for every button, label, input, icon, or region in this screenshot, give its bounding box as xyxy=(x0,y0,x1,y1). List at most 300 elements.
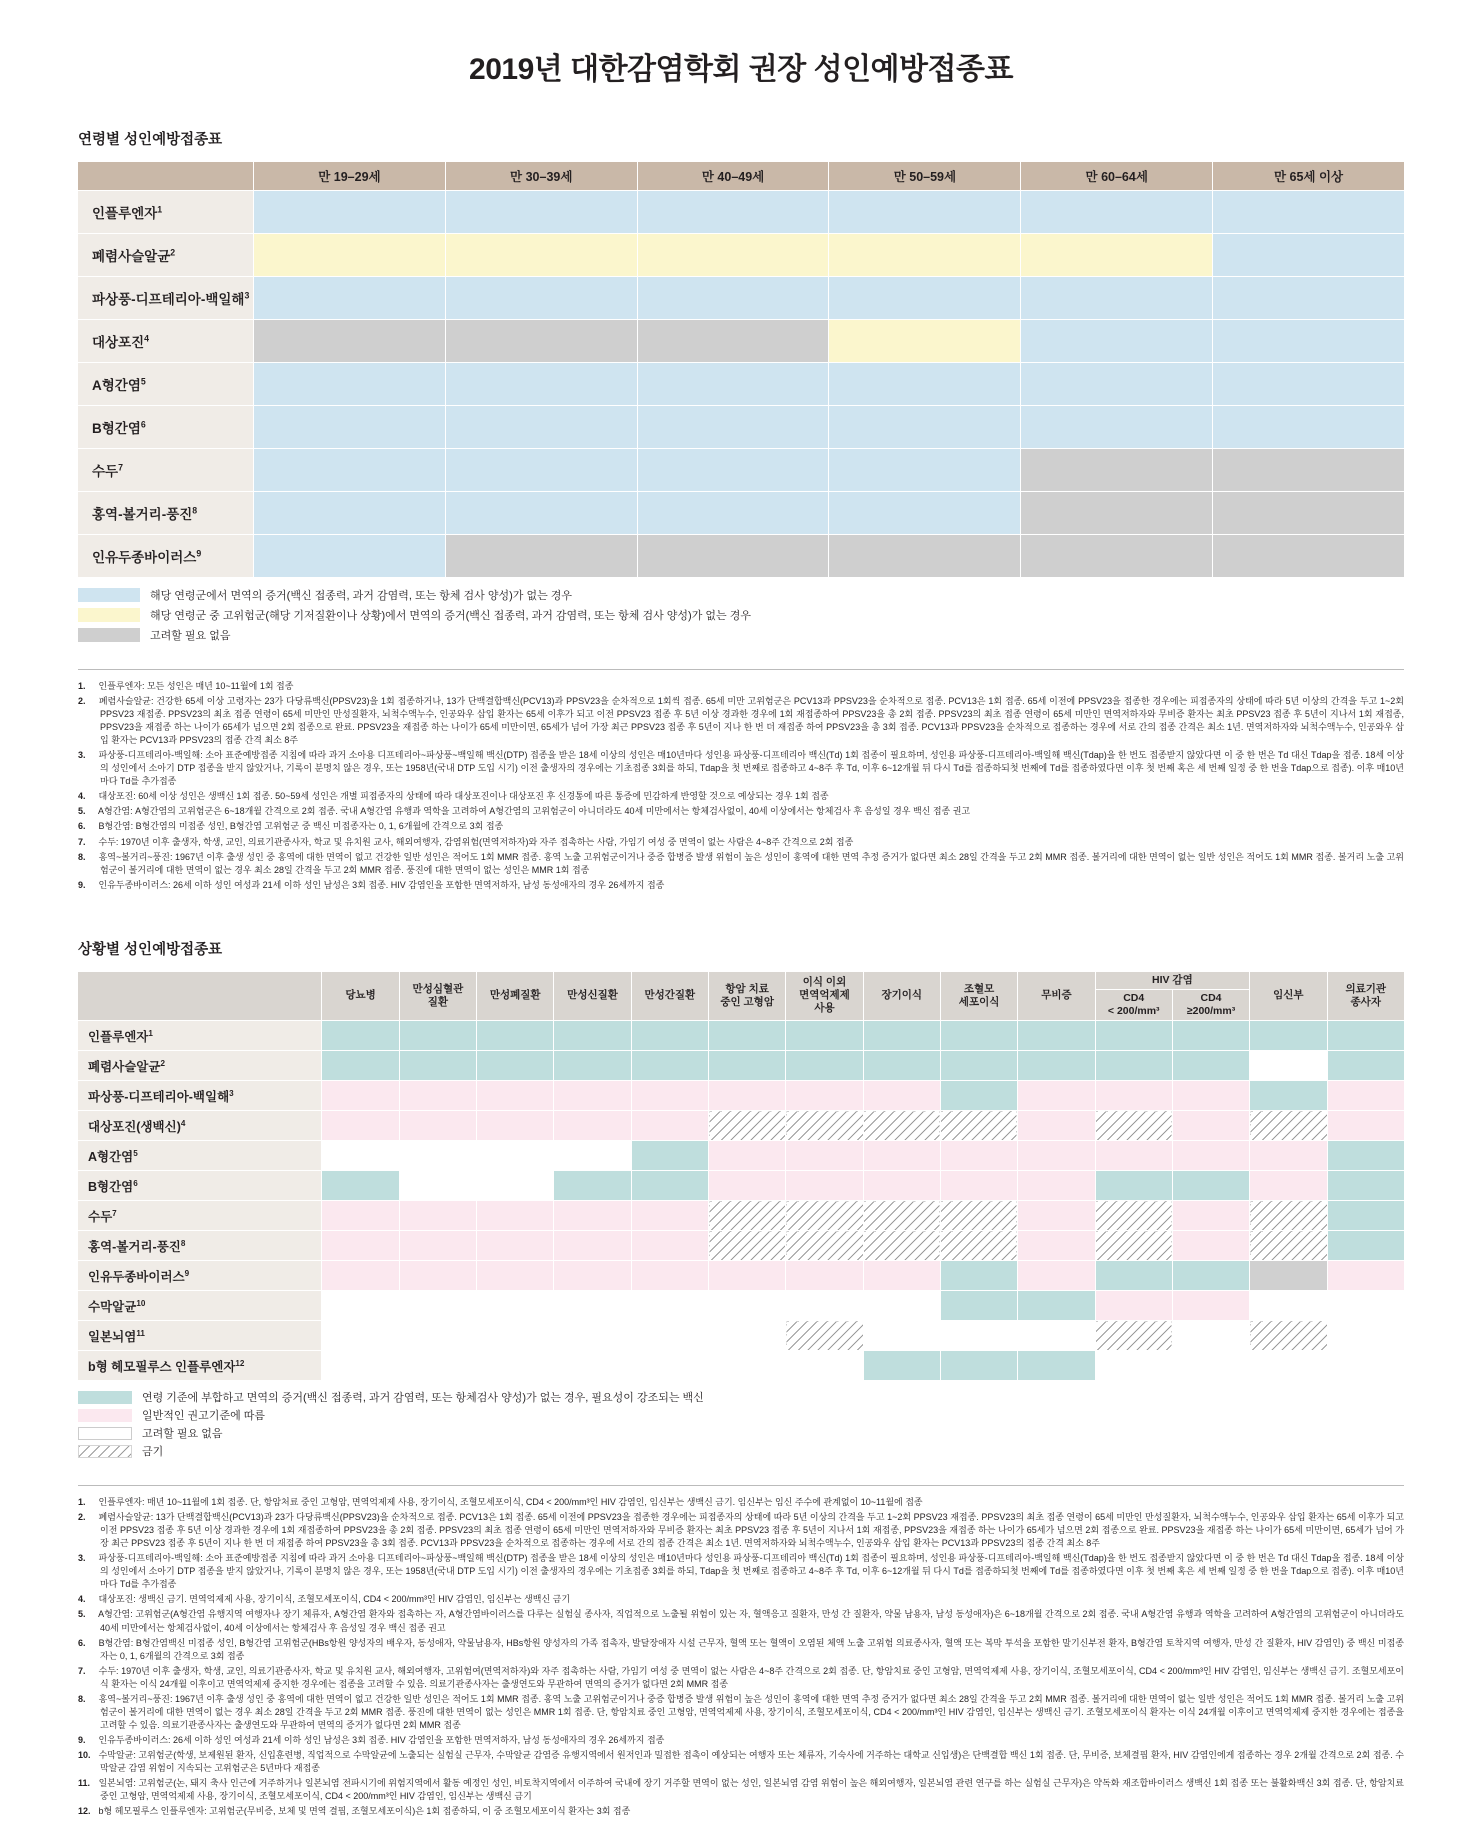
cell-r3-c3 xyxy=(829,320,1021,363)
cell-r6-c1 xyxy=(399,1201,476,1231)
cell-r4-c9 xyxy=(1018,1141,1095,1171)
cell-r10-c0 xyxy=(322,1321,399,1351)
section-heading-situation: 상황별 성인예방접종표 xyxy=(78,941,223,958)
cell-r1-c3 xyxy=(829,234,1021,277)
page-root xyxy=(0,44,1482,1840)
cell-r2-c2 xyxy=(477,1081,554,1111)
table-row xyxy=(78,1291,1405,1321)
col-header-liver: 만성간질환 xyxy=(631,971,708,1020)
cell-r9-c5 xyxy=(709,1291,786,1321)
cell-r8-c13 xyxy=(1327,1261,1405,1291)
situation-table-footnotes xyxy=(78,1485,1404,1818)
cell-r5-c3 xyxy=(554,1171,631,1201)
cell-r4-c4 xyxy=(1021,363,1213,406)
situation-note-8: 9. 인유두종바이러스: 26세 이하 성인 여성과 21세 이하 성인 남성은 3회 접종. HIV 감염인을 포함한 면역저하자, 남성 동성애자의 경우 26세까지 접종 xyxy=(78,1734,665,1745)
cell-r0-c5 xyxy=(709,1021,786,1051)
cell-r8-c2 xyxy=(477,1261,554,1291)
cell-r2-c12 xyxy=(1250,1081,1327,1111)
cell-r1-c0 xyxy=(322,1051,399,1081)
cell-r0-c11 xyxy=(1172,1021,1249,1051)
cell-r5-c4 xyxy=(631,1171,708,1201)
situation-note-6: 7. 수두: 1970년 이후 출생자, 학생, 교인, 의료기관종사자, 학교 및 유치원 교사, 해외여행자, 고위험여(면역저하자)와 자주 접촉하는 사람, 가임기 여성 중 면역이 없는 사람은 4~8주 간격으로 2회 접종. 단, 항암치료 중인 고형암, 면역억제제 사용, 장기이식, 조혈모세포이식, CD4 < 200/mm³인 HIV 감염인, 임신부는 생백신 금기. 조혈모세포이식 환자는 이식 24개월 이후이고 면역억제제 중지한 경우에는 접종을 고려할 수 있음. 의료기관종사자는 출생연도와 무관하여 면역의 증거가 없다면 2회 MMR 접종 xyxy=(78,1665,1404,1689)
legend-swatch-yellow xyxy=(78,608,140,622)
table-header-row xyxy=(78,162,1405,191)
cell-r4-c3 xyxy=(829,363,1021,406)
cell-r4-c5 xyxy=(709,1141,786,1171)
age-table-wrapper xyxy=(77,161,1405,578)
cell-r6-c0 xyxy=(254,449,446,492)
cell-r0-c0 xyxy=(322,1021,399,1051)
header-corner xyxy=(78,971,322,1020)
cell-r1-c0 xyxy=(254,234,446,277)
cell-r4-c12 xyxy=(1250,1141,1327,1171)
cell-r9-c4 xyxy=(631,1291,708,1321)
cell-r5-c5 xyxy=(1213,406,1405,449)
cell-r1-c6 xyxy=(786,1051,863,1081)
cell-r4-c11 xyxy=(1172,1141,1249,1171)
cell-r2-c1 xyxy=(399,1081,476,1111)
row-label-1: 폐렴사슬알균$^2$ xyxy=(78,234,254,277)
cell-r4-c10 xyxy=(1095,1141,1172,1171)
cell-r8-c5 xyxy=(709,1261,786,1291)
cell-r6-c13 xyxy=(1327,1201,1405,1231)
row-label-0: 인플루엔자$^1$ xyxy=(78,191,254,234)
col-header-chemo: 항암 치료 중인 고형암 xyxy=(709,971,786,1020)
age-note-6: 7. 수두: 1970년 이후 출생자, 학생, 교인, 의료기관종사자, 학교 및 유치원 교사, 해외여행자, 감염위험(면역저하자)와 자주 접촉하는 사람, 가임기 여성 중 면역이 없는 사람은 4~8주 간격으로 2회 접종 xyxy=(78,836,854,847)
table-row xyxy=(78,234,1405,277)
cell-r0-c5 xyxy=(1213,191,1405,234)
table-row xyxy=(78,277,1405,320)
cell-r3-c11 xyxy=(1172,1111,1249,1141)
cell-r8-c7 xyxy=(863,1261,940,1291)
row-label-3: 대상포진(생백신)$^4$ xyxy=(78,1111,322,1141)
cell-r7-c4 xyxy=(1021,492,1213,535)
cell-r11-c13 xyxy=(1327,1351,1405,1381)
row-label-6: 수두$^7$ xyxy=(78,1201,322,1231)
cell-r5-c4 xyxy=(1021,406,1213,449)
cell-r7-c4 xyxy=(631,1231,708,1261)
cell-r11-c4 xyxy=(631,1351,708,1381)
col-header-lung: 만성폐질환 xyxy=(477,971,554,1020)
cell-r5-c10 xyxy=(1095,1171,1172,1201)
cell-r10-c11 xyxy=(1172,1321,1249,1351)
cell-r8-c6 xyxy=(786,1261,863,1291)
col-header-pregnant: 임신부 xyxy=(1250,971,1327,1020)
cell-r3-c5 xyxy=(1213,320,1405,363)
cell-r7-c0 xyxy=(254,492,446,535)
cell-r6-c0 xyxy=(322,1201,399,1231)
cell-r10-c3 xyxy=(554,1321,631,1351)
cell-r8-c3 xyxy=(829,535,1021,578)
situation-note-5: 6. B형간염: B형간염백신 미접종 성인, B형간염 고위험군(HBs항원 양성자의 배우자, 동성애자, 약물남용자, HBs항원 양성자의 가족 접촉자, 발달장애자 시설 근무자, 혈액 또는 혈액이 오염된 체액 노출 고위험 의료종사자, 혈액 또는 복막 투석을 포함한 말기신부전 환자, B형간염 토착지역 여행자, 만성 간 질환자, HIV 감염인) 중 백신 미접종자는 0, 1, 6개월의 간격으로 3회 접종 xyxy=(78,1637,1404,1661)
cell-r1-c10 xyxy=(1095,1051,1172,1081)
cell-r9-c0 xyxy=(322,1291,399,1321)
row-label-0: 인플루엔자$^1$ xyxy=(78,1021,322,1051)
legend-swatch-hatch xyxy=(78,1445,132,1458)
cell-r1-c12 xyxy=(1250,1051,1327,1081)
cell-r0-c1 xyxy=(445,191,637,234)
situation-table-legend xyxy=(78,1389,1482,1459)
legend-swatch-white xyxy=(78,1427,132,1440)
cell-r7-c10 xyxy=(1095,1231,1172,1261)
legend-text-1: 일반적인 권고기준에 따름 xyxy=(142,1410,265,1423)
table-row xyxy=(78,1111,1405,1141)
cell-r2-c5 xyxy=(1213,277,1405,320)
cell-r3-c3 xyxy=(554,1111,631,1141)
cell-r6-c5 xyxy=(1213,449,1405,492)
col-header-3: 만 50–59세 xyxy=(829,162,1021,191)
cell-r11-c0 xyxy=(322,1351,399,1381)
cell-r5-c2 xyxy=(637,406,829,449)
cell-r2-c6 xyxy=(786,1081,863,1111)
table-row xyxy=(78,1231,1405,1261)
cell-r1-c2 xyxy=(477,1051,554,1081)
age-note-7: 8. 홍역~볼거리~풍진: 1967년 이후 출생 성인 중 홍역에 대한 면역이 없고 건강한 일반 성인은 적어도 1회 MMR 접종. 홍역 노출 고위험군이거나 중증 합병증 발생 위험이 높은 성인이 홍역에 대한 면역 추정 증거가 없다면 최소 28일 간격을 두고 2회 MMR 접종. 볼거리에 대한 면역이 없는 일반 성인은 적어도 1회 MMR 접종. 볼거리 노출 고위험군이 볼거리에 대한 면역이 없는 경우 최소 28일 간격을 두고 2회 MMR 접종. 풍진에 대한 면역이 없는 성인은 MMR 1회 접종 xyxy=(78,851,1404,875)
legend-swatch-blue xyxy=(78,588,140,602)
cell-r8-c0 xyxy=(254,535,446,578)
cell-r11-c8 xyxy=(940,1351,1017,1381)
age-note-3: 4. 대상포진: 60세 이상 성인은 생백신 1회 접종. 50~59세 성인은 개별 피접종자의 상태에 따라 대상포진이나 대상포진 후 신경통에 따른 통증에 민감하게 반영할 것으로 예상되는 경우 1회 접종 xyxy=(78,791,829,802)
age-table-body xyxy=(78,191,1405,578)
cell-r7-c7 xyxy=(863,1231,940,1261)
cell-r1-c7 xyxy=(863,1051,940,1081)
col-header-hiv-group: HIV 감염 xyxy=(1095,971,1250,989)
cell-r8-c10 xyxy=(1095,1261,1172,1291)
cell-r0-c1 xyxy=(399,1021,476,1051)
col-header-hsct: 조혈모 세포이식 xyxy=(940,971,1017,1020)
age-note-8: 9. 인유두종바이러스: 26세 이하 성인 여성과 21세 이하 성인 남성은 3회 접종. HIV 감염인을 포함한 면역저하자, 남성 동성애자의 경우 26세까지 접종 xyxy=(78,879,665,890)
legend-text-3: 금기 xyxy=(142,1446,164,1459)
table-row xyxy=(78,406,1405,449)
col-header-0: 만 19–29세 xyxy=(254,162,446,191)
table-row xyxy=(78,1171,1405,1201)
situation-table-body xyxy=(78,1021,1405,1381)
cell-r2-c0 xyxy=(254,277,446,320)
situation-note-3: 4. 대상포진: 생백신 금기. 면역억제제 사용, 장기이식, 조혈모세포이식, CD4 < 200/mm³인 HIV 감염인, 임신부는 생백신 금기 xyxy=(78,1594,571,1605)
cell-r7-c0 xyxy=(322,1231,399,1261)
col-header-4: 만 60–64세 xyxy=(1021,162,1213,191)
cell-r10-c8 xyxy=(940,1321,1017,1351)
cell-r0-c3 xyxy=(554,1021,631,1051)
cell-r11-c1 xyxy=(399,1351,476,1381)
row-label-9: 수막알균$^{10}$ xyxy=(78,1291,322,1321)
row-label-11: b형 헤모필루스 인플루엔자$^{12}$ xyxy=(78,1351,322,1381)
col-header-2: 만 40–49세 xyxy=(637,162,829,191)
legend-item-2 xyxy=(78,1425,1482,1441)
row-label-4: A형간염$^5$ xyxy=(78,363,254,406)
table-row xyxy=(78,363,1405,406)
cell-r4-c0 xyxy=(322,1141,399,1171)
cell-r7-c2 xyxy=(637,492,829,535)
cell-r4-c8 xyxy=(940,1141,1017,1171)
cell-r3-c13 xyxy=(1327,1111,1405,1141)
situation-note-1: 2. 폐렴사슬알균: 13가 단백결합백신(PCV13)과 23가 다당류백신(PPSV23)을 순차적으로 접종. PCV13은 1회 접종. 65세 이전에 PPSV23을 접종한 경우에는 피접종자의 상태에 따라 5년 이상의 간격을 두고 1~2회 PPSV23 재접종. PPSV23의 최초 접종 연령이 65세 미만인 만성질환자, 뇌척수액누수, 인공와우 삽입 환자는 65세 이후가 되고 이전 PPSV23 접종 후 5년 이상 경과한 경우에 1회 재접종하여 PPSV23을 총 2회 접종. PPSV23의 최초 접종 연령이 65세 미만인 면역저하자와 무비증 환자는 최초 PPSV23 접종 후 5년이 지나서 1회 재접종, PPSV23을 재접종 하는 나이가 65세가 넘으면 2회 접종으로 완료. PPSV23을 재접종 하는 나이가 65세 미만이면, 65세가 넘어 가장 최근 PPSV23 접종 후 5년이 지나 한 번 더 재접종 하여 PPSV23을 총 3회 접종. PCV13과 PPSV23을 순차적으로 접종하는 경우에 서로 간의 접종 간격은 최소 1년. 면역저하자와 뇌척수액누수, 인공와우 삽입 환자는 PCV13과 PPSV23의 접종 간격 최소 8주 xyxy=(78,1512,1404,1549)
table-row xyxy=(78,1201,1405,1231)
cell-r6-c8 xyxy=(940,1201,1017,1231)
table-row xyxy=(78,1141,1405,1171)
col-header-organ-transplant: 장기이식 xyxy=(863,971,940,1020)
cell-r3-c7 xyxy=(863,1111,940,1141)
cell-r5-c9 xyxy=(1018,1171,1095,1201)
cell-r2-c11 xyxy=(1172,1081,1249,1111)
cell-r6-c1 xyxy=(445,449,637,492)
legend-swatch-grey xyxy=(78,628,140,642)
cell-r5-c5 xyxy=(709,1171,786,1201)
cell-r11-c9 xyxy=(1018,1351,1095,1381)
cell-r9-c11 xyxy=(1172,1291,1249,1321)
cell-r9-c3 xyxy=(554,1291,631,1321)
cell-r10-c13 xyxy=(1327,1321,1405,1351)
cell-r4-c3 xyxy=(554,1141,631,1171)
cell-r7-c6 xyxy=(786,1231,863,1261)
cell-r8-c3 xyxy=(554,1261,631,1291)
cell-r0-c10 xyxy=(1095,1021,1172,1051)
cell-r5-c1 xyxy=(445,406,637,449)
cell-r11-c5 xyxy=(709,1351,786,1381)
cell-r7-c3 xyxy=(554,1231,631,1261)
cell-r4-c6 xyxy=(786,1141,863,1171)
cell-r9-c2 xyxy=(477,1291,554,1321)
cell-r9-c12 xyxy=(1250,1291,1327,1321)
cell-r1-c8 xyxy=(940,1051,1017,1081)
cell-r3-c12 xyxy=(1250,1111,1327,1141)
cell-r3-c9 xyxy=(1018,1111,1095,1141)
row-label-8: 인유두종바이러스$^9$ xyxy=(78,535,254,578)
cell-r6-c4 xyxy=(631,1201,708,1231)
cell-r4-c2 xyxy=(637,363,829,406)
cell-r0-c2 xyxy=(477,1021,554,1051)
legend-text-1: 해당 연령군 중 고위험군(해당 기저질환이나 상황)에서 면역의 증거(백신 접종력, 과거 감염력, 또는 항체 검사 양성)가 없는 경우 xyxy=(150,609,751,622)
cell-r9-c8 xyxy=(940,1291,1017,1321)
cell-r3-c1 xyxy=(399,1111,476,1141)
cell-r4-c5 xyxy=(1213,363,1405,406)
cell-r8-c4 xyxy=(1021,535,1213,578)
table-row xyxy=(78,320,1405,363)
table-row xyxy=(78,191,1405,234)
cell-r3-c6 xyxy=(786,1111,863,1141)
table-row xyxy=(78,1321,1405,1351)
cell-r0-c8 xyxy=(940,1021,1017,1051)
cell-r11-c10 xyxy=(1095,1351,1172,1381)
age-table-legend xyxy=(78,586,1482,643)
cell-r0-c7 xyxy=(863,1021,940,1051)
header-corner xyxy=(78,162,254,191)
table-row xyxy=(78,1351,1405,1381)
cell-r5-c0 xyxy=(322,1171,399,1201)
cell-r3-c0 xyxy=(322,1111,399,1141)
cell-r8-c1 xyxy=(445,535,637,578)
legend-text-0: 연령 기준에 부합하고 면역의 증거(백신 접종력, 과거 감염력, 또는 항체검사 양성)가 없는 경우, 필요성이 강조되는 백신 xyxy=(142,1392,704,1405)
row-label-7: 홍역-볼거리-풍진$^8$ xyxy=(78,492,254,535)
cell-r1-c11 xyxy=(1172,1051,1249,1081)
cell-r11-c12 xyxy=(1250,1351,1327,1381)
cell-r0-c4 xyxy=(1021,191,1213,234)
cell-r9-c6 xyxy=(786,1291,863,1321)
cell-r11-c11 xyxy=(1172,1351,1249,1381)
cell-r3-c8 xyxy=(940,1111,1017,1141)
situation-note-0: 1. 인플루엔자: 매년 10~11월에 1회 접종. 단, 항암처료 중인 고형암, 면역억제제 사용, 장기이식, 조혈모세포이식, CD4 < 200/mm³인 HIV 감염인, 임신부는 생백신 금기. 임신부는 임신 주수에 관계없이 10~11월에 접종 xyxy=(78,1497,923,1508)
situation-section xyxy=(0,938,1482,1818)
cell-r2-c4 xyxy=(631,1081,708,1111)
cell-r3-c5 xyxy=(709,1111,786,1141)
cell-r4-c1 xyxy=(445,363,637,406)
row-label-7: 홍역-볼거리-풍진$^8$ xyxy=(78,1231,322,1261)
cell-r3-c2 xyxy=(477,1111,554,1141)
situation-note-11: 12. b형 헤모필루스 인플루엔자: 고위험군(무비증, 보체 및 면역 결핍, 조혈모세포이식)은 1회 접종하되, 이 중 조혈모세포이식 환자는 3회 접종 xyxy=(78,1806,631,1817)
cell-r1-c4 xyxy=(631,1051,708,1081)
table-row xyxy=(78,492,1405,535)
situation-note-10: 11. 일본뇌염: 고위험군(논, 돼지 축사 인근에 거주하거나 일본뇌염 전파시기에 위험지역에서 활동 예정인 성인, 비토착지역에서 이주하여 국내에 장기 거주할 면역이 없는 성인, 일본뇌염 감염 위험이 높은 해외여행자, 일본뇌염 관련 연구를 하는 실험실 근무자)은 약독화 재조합바이러스 생백신 1회 접종 또는 불활화백신 3회 접종. 단, 항암치료 중인 고형암, 면역억제제 사용, 장기이식, 조혈모세포이식, CD4 < 200/mm³인 HIV 감염인, 임신부는 생백신 금기 xyxy=(78,1778,1404,1802)
age-note-2: 3. 파상풍-디프테리아-백일해: 소아 표준예방접종 지침에 따라 과거 소아용 디프테리아~파상풍~백일해 백신(DTP) 접종을 받은 18세 이상의 성인은 매10년마다 성인용 파상풍-디프테리아 백신(Td) 1회 접종이 필요하며, 성인용 파상풍-디프테리아-백일해 백신(Tdap)을 한 번도 접종받지 않았다면 이 중 한 번은 Td 대신 Tdap을 접종. 18세 이상의 성인에서 소아기 DTP 접종을 받지 않았거나, 기록이 분명치 않은 경우, 또는 1958년(국내 DTP 도입 시기) 이전 출생자의 경우에는 기초접종 3회를 하되, Tdap을 첫 번째로 접종하고 4~8주 후 Td, 이후 6~12개월 뒤 다시 Td를 접종하되첫 번째에 Td를 접종하였다면 이후 첫 번째 혹은 세 번째 일정 중 한 번을 Tdap으로 접종). 이후 매10년마다 Td를 추가접종 xyxy=(78,750,1404,787)
cell-r2-c5 xyxy=(709,1081,786,1111)
row-label-5: B형간염$^6$ xyxy=(78,1171,322,1201)
cell-r4-c1 xyxy=(399,1141,476,1171)
legend-text-0: 해당 연령군에서 면역의 증거(백신 접종력, 과거 감염력, 또는 항체 검사 양성)가 없는 경우 xyxy=(150,589,573,602)
cell-r11-c6 xyxy=(786,1351,863,1381)
cell-r5-c6 xyxy=(786,1171,863,1201)
cell-r10-c4 xyxy=(631,1321,708,1351)
row-label-3: 대상포진$^4$ xyxy=(78,320,254,363)
col-header-healthcare-worker: 의료기관 종사자 xyxy=(1327,971,1405,1020)
cell-r4-c0 xyxy=(254,363,446,406)
cell-r10-c6 xyxy=(786,1321,863,1351)
cell-r0-c12 xyxy=(1250,1021,1327,1051)
cell-r10-c12 xyxy=(1250,1321,1327,1351)
legend-swatch-pink xyxy=(78,1409,132,1422)
row-label-10: 일본뇌염$^{11}$ xyxy=(78,1321,322,1351)
cell-r6-c3 xyxy=(554,1201,631,1231)
cell-r3-c2 xyxy=(637,320,829,363)
cell-r6-c3 xyxy=(829,449,1021,492)
cell-r1-c1 xyxy=(445,234,637,277)
col-header-cd4-high: CD4 ≥200/mm³ xyxy=(1172,989,1249,1020)
cell-r6-c5 xyxy=(709,1201,786,1231)
situation-note-9: 10. 수막알균: 고위험군(학생, 보제원된 환자, 신입훈련병, 직업적으로 수막알균에 노출되는 실험실 근무자, 수막알균 감염증 유행지역에서 원저인과 밀접한 접촉이 예상되는 여행자 또는 체류자, 기숙사에 거주하는 대학교 신입생)은 단백결합 백신 1회 접종. 단, 무비증, 보체결핍 환자, HIV 감염인에게 접종하는 경우 2개월 간격으로 2회 접종. 수막알균 감염 위험이 지속되는 고위험군은 5년마다 재접종 xyxy=(78,1749,1404,1773)
cell-r4-c2 xyxy=(477,1141,554,1171)
cell-r7-c1 xyxy=(399,1231,476,1261)
cell-r0-c3 xyxy=(829,191,1021,234)
age-note-1: 2. 폐렴사슬알균: 건강한 65세 이상 고령자는 23가 다당류백신(PPSV23)을 1회 접종하거나, 13가 단백결합백신(PCV13)과 PPSV23을 순차적으로 1회씩 접종. 65세 미만 고위험군은 PCV13과 PPSV23을 순차적으로 접종. PCV13은 1회 접종. 65세 이전에 PPSV23을 접종한 경우에는 피접종자의 상태에 따라 5년 이상의 간격을 두고 1~2회 PPSV23 재접종. PPSV23의 최초 접종 연령이 65세 미만인 만성질환자, 뇌척수액누수, 인공와우 삽입 환자는 65세 이후가 되고 이전 PPSV23 접종 후 5년 이상 경과한 경우에 1회 재접종하여 PPSV23을 총 2회 접종. PPSV23의 최초 접종 연령이 65세 미만인 면역저하자와 무비증 환자는 최초 PPSV23 접종 후 5년이 지나서 1회 재접종, PPSV23을 재접종 하는 나이가 65세가 넘으면 2회 접종으로 완료. PPSV23을 재접종 하는 나이가 65세 미만이면, 65세가 넘어 가장 최근 PPSV23 접종 후 5년이 지나 한 번 더 재접종 하여 PPSV23을 총 3회 접종. PCV13과 PPSV23을 순차적으로 접종하는 경우에 서로 간의 접종 간격은 최소 1년. 면역저하자와 뇌척수액누수, 인공와우 삽입 환자는 PCV13과 PPSV23의 접종 간격 최소 8주 xyxy=(78,696,1404,746)
cell-r6-c7 xyxy=(863,1201,940,1231)
age-note-5: 6. B형간염: B형간염의 미접종 성인, B형간염 고위험군 중 백신 미접종자는 0, 1, 6개월에 간격으로 3회 접종 xyxy=(78,821,504,832)
cell-r9-c9 xyxy=(1018,1291,1095,1321)
cell-r0-c0 xyxy=(254,191,446,234)
cell-r6-c12 xyxy=(1250,1201,1327,1231)
situation-vaccination-table xyxy=(77,971,1405,1381)
cell-r9-c10 xyxy=(1095,1291,1172,1321)
cell-r2-c2 xyxy=(637,277,829,320)
cell-r1-c13 xyxy=(1327,1051,1405,1081)
cell-r8-c0 xyxy=(322,1261,399,1291)
table-header-row-top xyxy=(78,971,1405,989)
col-header-cardio: 만성심혈관 질환 xyxy=(399,971,476,1020)
cell-r8-c9 xyxy=(1018,1261,1095,1291)
cell-r8-c2 xyxy=(637,535,829,578)
cell-r0-c4 xyxy=(631,1021,708,1051)
cell-r8-c5 xyxy=(1213,535,1405,578)
row-label-4: A형간염$^5$ xyxy=(78,1141,322,1171)
cell-r5-c1 xyxy=(399,1171,476,1201)
cell-r4-c4 xyxy=(631,1141,708,1171)
cell-r7-c9 xyxy=(1018,1231,1095,1261)
table-row xyxy=(78,1081,1405,1111)
cell-r2-c9 xyxy=(1018,1081,1095,1111)
cell-r10-c2 xyxy=(477,1321,554,1351)
age-table-footnotes xyxy=(78,669,1404,892)
legend-item-1 xyxy=(78,606,1482,623)
cell-r11-c3 xyxy=(554,1351,631,1381)
cell-r7-c8 xyxy=(940,1231,1017,1261)
legend-item-1 xyxy=(78,1407,1482,1423)
row-label-5: B형간염$^6$ xyxy=(78,406,254,449)
cell-r2-c1 xyxy=(445,277,637,320)
cell-r6-c2 xyxy=(477,1201,554,1231)
row-label-2: 파상풍-디프테리아-백일해$^3$ xyxy=(78,277,254,320)
cell-r2-c3 xyxy=(554,1081,631,1111)
cell-r0-c9 xyxy=(1018,1021,1095,1051)
cell-r6-c11 xyxy=(1172,1201,1249,1231)
row-label-6: 수두$^7$ xyxy=(78,449,254,492)
cell-r3-c4 xyxy=(631,1111,708,1141)
age-note-0: 1. 인플루엔자: 모든 성인은 매년 10~11월에 1회 접종 xyxy=(78,681,294,691)
cell-r0-c6 xyxy=(786,1021,863,1051)
col-header-1: 만 30–39세 xyxy=(445,162,637,191)
legend-item-0 xyxy=(78,586,1482,603)
legend-text-2: 고려할 필요 없음 xyxy=(142,1428,223,1441)
col-header-immunosuppressant: 이식 이외 면역억제제 사용 xyxy=(786,971,863,1020)
cell-r5-c12 xyxy=(1250,1171,1327,1201)
col-header-asplenia: 무비증 xyxy=(1018,971,1095,1020)
cell-r2-c0 xyxy=(322,1081,399,1111)
cell-r0-c2 xyxy=(637,191,829,234)
cell-r5-c11 xyxy=(1172,1171,1249,1201)
cell-r1-c1 xyxy=(399,1051,476,1081)
cell-r0-c13 xyxy=(1327,1021,1405,1051)
cell-r1-c2 xyxy=(637,234,829,277)
cell-r5-c13 xyxy=(1327,1171,1405,1201)
row-label-1: 폐렴사슬알균$^2$ xyxy=(78,1051,322,1081)
age-note-4: 5. A형간염: A형간염의 고위험군은 6~18개월 간격으로 2회 접종. 국내 A형간염 유행과 역학을 고려하여 A형간염의 고위험군이 아니더라도 40세 미만에서는 항체검사없이, 40세 이상에서는 항체검사 후 음성일 경우 백신 접종 권고 xyxy=(78,806,971,817)
cell-r7-c5 xyxy=(709,1231,786,1261)
table-row xyxy=(78,1021,1405,1051)
cell-r7-c11 xyxy=(1172,1231,1249,1261)
cell-r6-c9 xyxy=(1018,1201,1095,1231)
cell-r6-c10 xyxy=(1095,1201,1172,1231)
cell-r10-c10 xyxy=(1095,1321,1172,1351)
cell-r2-c7 xyxy=(863,1081,940,1111)
cell-r5-c2 xyxy=(477,1171,554,1201)
cell-r7-c3 xyxy=(829,492,1021,535)
age-vaccination-table xyxy=(77,161,1405,578)
cell-r10-c7 xyxy=(863,1321,940,1351)
legend-item-0 xyxy=(78,1389,1482,1405)
cell-r2-c13 xyxy=(1327,1081,1405,1111)
cell-r6-c6 xyxy=(786,1201,863,1231)
col-header-5: 만 65세 이상 xyxy=(1213,162,1405,191)
cell-r2-c4 xyxy=(1021,277,1213,320)
legend-text-2: 고려할 필요 없음 xyxy=(150,629,231,642)
cell-r10-c1 xyxy=(399,1321,476,1351)
cell-r7-c5 xyxy=(1213,492,1405,535)
cell-r7-c2 xyxy=(477,1231,554,1261)
cell-r6-c4 xyxy=(1021,449,1213,492)
cell-r10-c9 xyxy=(1018,1321,1095,1351)
cell-r5-c3 xyxy=(829,406,1021,449)
table-row xyxy=(78,1261,1405,1291)
cell-r5-c7 xyxy=(863,1171,940,1201)
row-label-2: 파상풍-디프테리아-백일해$^3$ xyxy=(78,1081,322,1111)
cell-r5-c0 xyxy=(254,406,446,449)
